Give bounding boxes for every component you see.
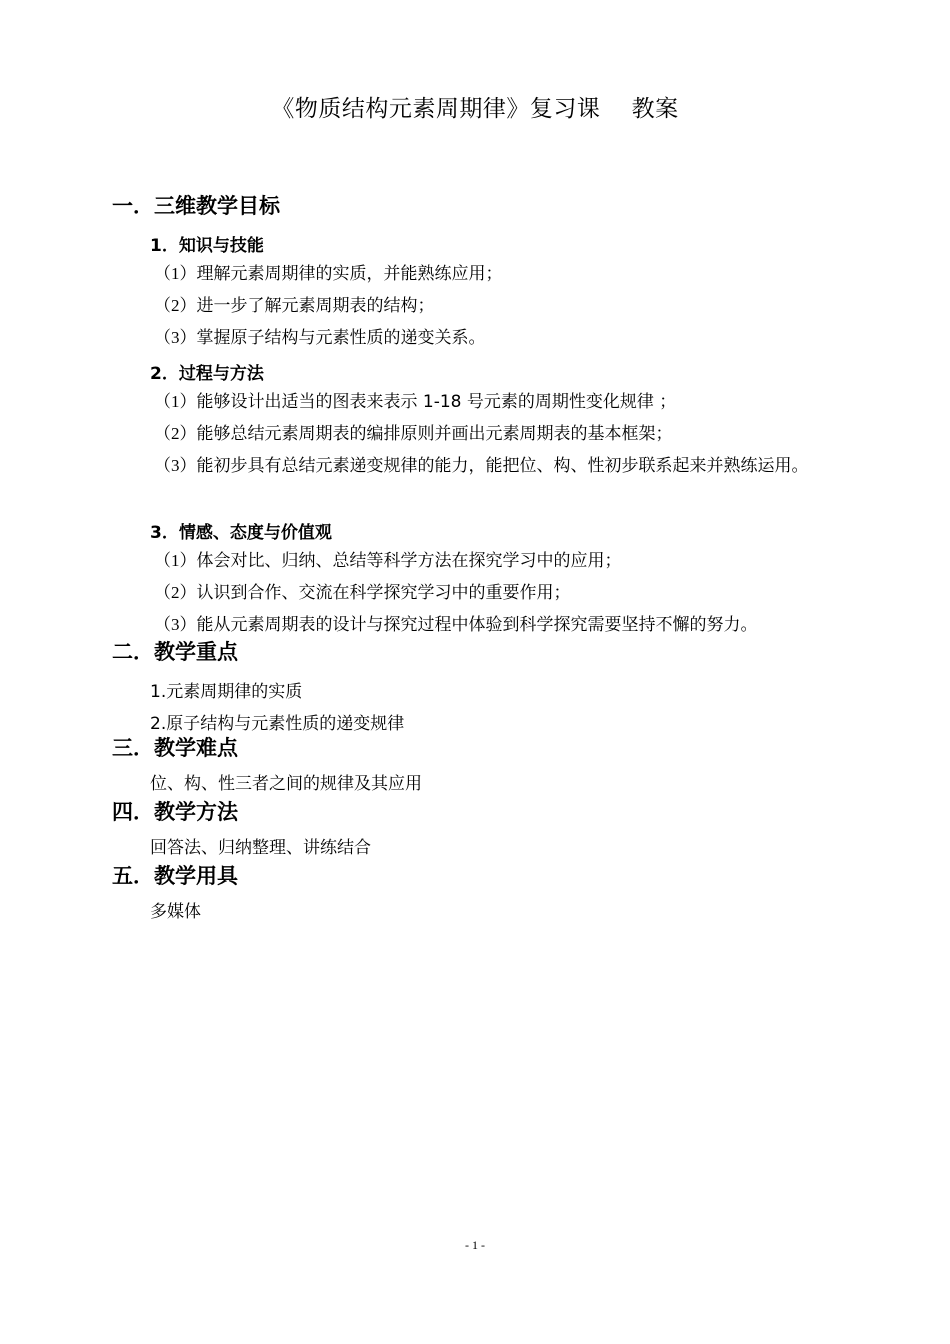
item-text: 认识到合作、交流在科学探究学习中的重要作用； <box>196 583 571 603</box>
difficulty-line: 位、构、性三者之间的规律及其应用 <box>150 774 422 794</box>
item-number: （3） <box>154 456 197 475</box>
method-line: 回答法、归纳整理、讲练结合 <box>150 838 371 858</box>
section-heading-methods: 四．教学方法 <box>112 800 238 824</box>
item-text: 理解元素周期律的实质，并能熟练应用； <box>196 264 503 284</box>
list-item <box>154 609 854 641</box>
item-number: （1） <box>154 551 197 570</box>
section-heading-difficulties: 三．教学难点 <box>112 736 238 760</box>
list-item <box>154 322 844 354</box>
item-number: （2） <box>154 424 197 443</box>
list-item <box>154 418 844 450</box>
item-text: 能从元素周期表的设计与探究过程中体验到科学探究需要坚持不懈的努力。 <box>196 615 758 635</box>
subheading-process-methods: 2．过程与方法 <box>150 364 264 384</box>
item-text: 进一步了解元素周期表的结构； <box>196 296 435 316</box>
key-point-line: 1.元素周期律的实质 <box>150 682 303 702</box>
item-text: 能初步具有总结元素递变规律的能力，能把位、构、性初步联系起来并熟练运用。 <box>196 456 809 476</box>
item-text: 能够设计出适当的图表来表示 1-18 号元素的周期性变化规律 ； <box>196 392 677 412</box>
page-title: 《物质结构元素周期律》复习课 教案 <box>271 96 679 122</box>
item-number: （1） <box>154 392 197 411</box>
item-text: 掌握原子结构与元素性质的递变关系。 <box>196 328 486 348</box>
list-item <box>154 258 844 290</box>
tool-line: 多媒体 <box>150 902 201 922</box>
section-heading-objectives: 一．三维教学目标 <box>112 194 280 218</box>
page-number: - 1 - <box>465 1238 485 1252</box>
item-text: 体会对比、归纳、总结等科学方法在探究学习中的应用； <box>196 551 622 571</box>
item-text: 能够总结元素周期表的编排原则并画出元素周期表的基本框架； <box>196 424 673 444</box>
list-item <box>154 386 844 418</box>
item-number: （2） <box>154 296 197 315</box>
section-heading-tools: 五．教学用具 <box>112 864 238 888</box>
section-heading-key-points: 二．教学重点 <box>112 640 238 664</box>
item-number: （3） <box>154 615 197 634</box>
list-item <box>154 290 844 322</box>
subheading-knowledge-skills: 1．知识与技能 <box>150 236 264 256</box>
item-number: （3） <box>154 328 197 347</box>
key-point-line: 2.原子结构与元素性质的递变规律 <box>150 714 405 734</box>
item-number: （2） <box>154 583 197 602</box>
list-item <box>154 577 844 609</box>
item-number: （1） <box>154 264 197 283</box>
list-item <box>154 450 844 482</box>
subheading-attitudes-values: 3．情感、态度与价值观 <box>150 523 332 543</box>
list-item <box>154 545 844 577</box>
